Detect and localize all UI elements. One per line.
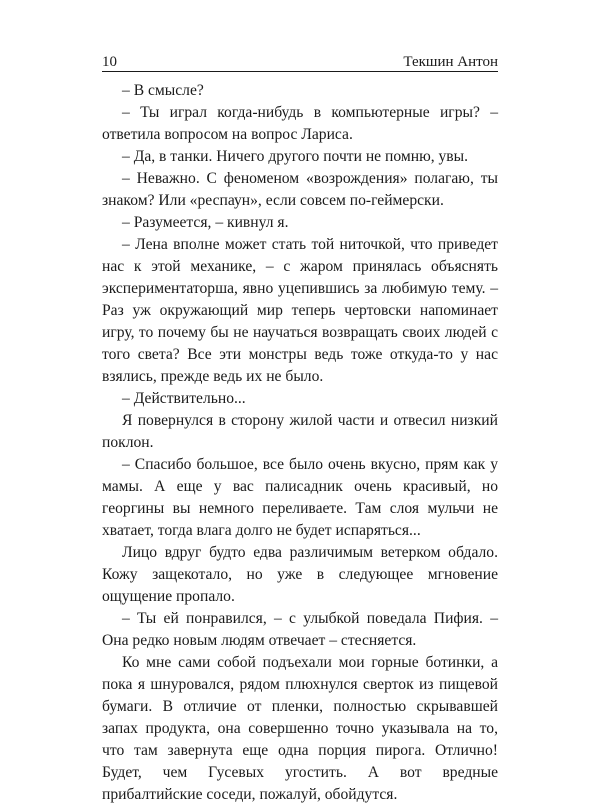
- paragraph: – Неважно. С феноменом «возрождения» полагаю, ты знаком? Или «респаун», если совсем по-геймерски.: [102, 170, 498, 209]
- paragraph: – Да, в танки. Ничего другого почти не помню, увы.: [122, 148, 469, 165]
- paragraph: – Спасибо большое, все было очень вкусно, прям как у мамы. А еще у вас палисадник очень красивый, но георгины вы немного переливаете. Там слоя мульчи не хватает, тогда влага долго не будет испаряться...: [102, 456, 498, 539]
- page-number: 10: [102, 54, 117, 70]
- header-rule: [102, 71, 498, 72]
- paragraph: – Действительно...: [122, 390, 246, 407]
- paragraph: – Ты играл когда-нибудь в компьютерные игры? – ответила вопросом на вопрос Лариса.: [102, 104, 498, 143]
- paragraph: – Ты ей понравился, – с улыбкой поведала Пифия. – Она редко новым людям отвечает – стесняется.: [102, 610, 498, 649]
- paragraph: Ко мне сами собой подъехали мои горные ботинки, а пока я шнуровался, рядом плюхнулся сверток из пищевой бумаги. В отличие от пленки, полностью скрывавшей запах продукта, она совершенно точно указывала на то, что там завернута еще одна порция пирога. Отлично! Будет, чем Гусевых угостить. А вот вредные прибалтийские соседи, пожалуй, обойдутся.: [102, 654, 498, 803]
- body-text: [102, 80, 498, 806]
- paragraph: Я повернулся в сторону жилой части и отвесил низкий поклон.: [102, 412, 498, 451]
- running-head-author: Текшин Антон: [403, 54, 498, 70]
- paragraph: – В смысле?: [122, 82, 204, 99]
- running-head: [102, 49, 498, 71]
- paragraph: – Лена вполне может стать той ниточкой, что приведет нас к этой механике, – с жаром принялась объяснять экспериментаторша, явно уцепившись за любимую тему. – Раз уж окружающий мир теперь чертовски напоминает игру, то почему бы не научаться возвращать своих людей с того света? Все эти монстры ведь тоже откуда-то у нас взялись, прежде ведь их не было.: [102, 236, 498, 385]
- paragraph: Лицо вдруг будто едва различимым ветерком обдало. Кожу защекотало, но уже в следующее мгновение ощущение пропало.: [102, 544, 498, 605]
- paragraph: – Разумеется, – кивнул я.: [122, 214, 289, 231]
